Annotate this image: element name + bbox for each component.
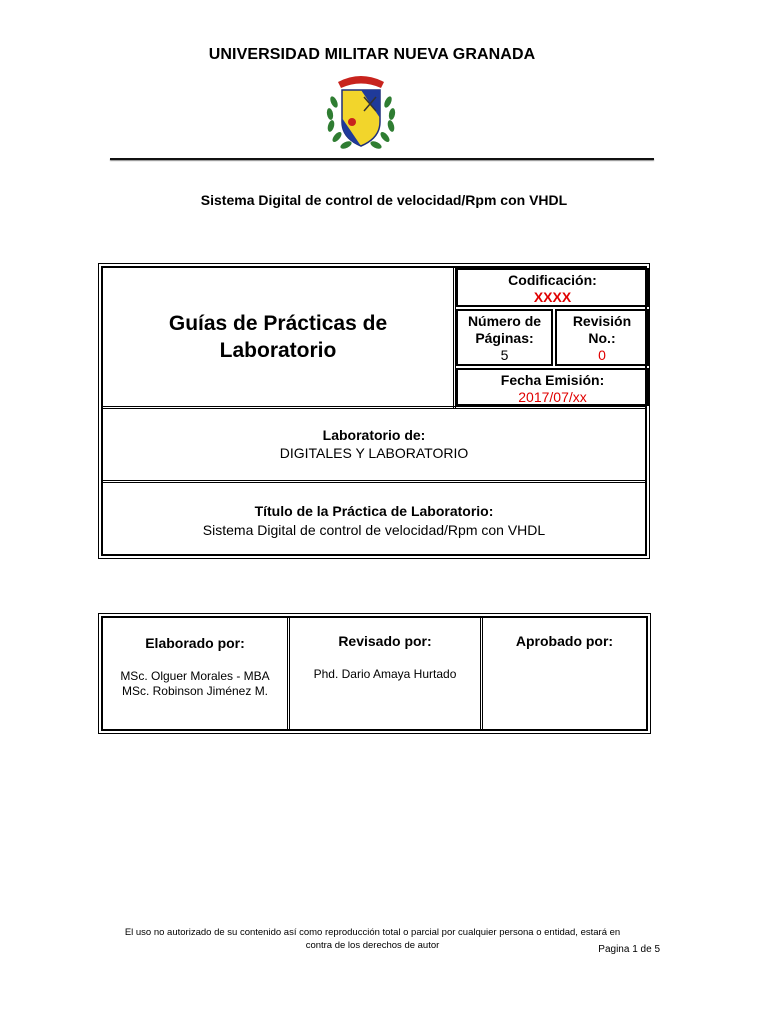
info-table — [98, 263, 650, 559]
metadata-column — [456, 268, 645, 408]
codificacion-value: XXXX — [533, 289, 572, 305]
guide-title-cell — [103, 268, 456, 408]
elaborado-name-1: MSc. Olguer Morales - MBA — [120, 669, 270, 683]
paginas-cell — [456, 309, 553, 366]
institution-title: UNIVERSIDAD MILITAR NUEVA GRANADA — [208, 46, 536, 63]
fecha-cell — [456, 368, 649, 406]
practica-label: Título de la Práctica de Laboratorio: — [254, 503, 494, 519]
row-divider — [103, 480, 645, 483]
practica-value: Sistema Digital de control de velocidad/Rpm con VHDL — [202, 522, 546, 538]
practica-section — [103, 502, 645, 540]
guide-title-line-2: Laboratorio — [219, 339, 337, 362]
laboratorio-label: Laboratorio de: — [322, 427, 426, 443]
revisado-cell — [290, 618, 480, 729]
copyright-notice-line-1: El uso no autorizado de su contenido así como reproducción total o parcial por cualquier persona o entidad, estará en — [124, 927, 621, 938]
revision-label-line-2: No.: — [588, 330, 616, 346]
codificacion-label: Codificación: — [508, 272, 597, 288]
copyright-notice-line-2: contra de los derechos de autor — [305, 940, 440, 951]
document-subtitle: Sistema Digital de control de velocidad/Rpm con VHDL — [200, 192, 568, 208]
university-crest-icon — [324, 70, 398, 154]
row-divider — [103, 406, 645, 409]
aprobado-cell — [483, 618, 646, 729]
signatures-table — [98, 613, 651, 734]
revision-value: 0 — [598, 347, 606, 363]
guide-title-line-1: Guías de Prácticas de — [168, 312, 388, 335]
fecha-value: 2017/07/xx — [518, 389, 587, 405]
elaborado-cell — [103, 618, 287, 729]
elaborado-name-2: MSc. Robinson Jiménez M. — [121, 684, 269, 698]
guide-title — [103, 310, 453, 364]
revision-cell — [555, 309, 649, 366]
revisado-name: Phd. Dario Amaya Hurtado — [313, 667, 457, 681]
elaborado-label: Elaborado por: — [145, 635, 245, 651]
aprobado-label: Aprobado por: — [515, 633, 614, 649]
paginas-label-line-2: Páginas: — [475, 330, 534, 346]
codificacion-cell — [456, 268, 649, 307]
fecha-label: Fecha Emisión: — [500, 372, 605, 388]
revisado-label: Revisado por: — [338, 633, 432, 649]
elaborado-names — [103, 669, 287, 699]
revision-label-line-1: Revisión — [572, 313, 632, 329]
laboratorio-value: DIGITALES Y LABORATORIO — [279, 445, 469, 461]
header-divider — [110, 158, 654, 160]
laboratorio-section — [103, 426, 645, 462]
paginas-label-line-1: Número de — [467, 313, 542, 329]
paginas-value: 5 — [500, 347, 509, 363]
page-number: Pagina 1 de 5 — [598, 944, 660, 955]
